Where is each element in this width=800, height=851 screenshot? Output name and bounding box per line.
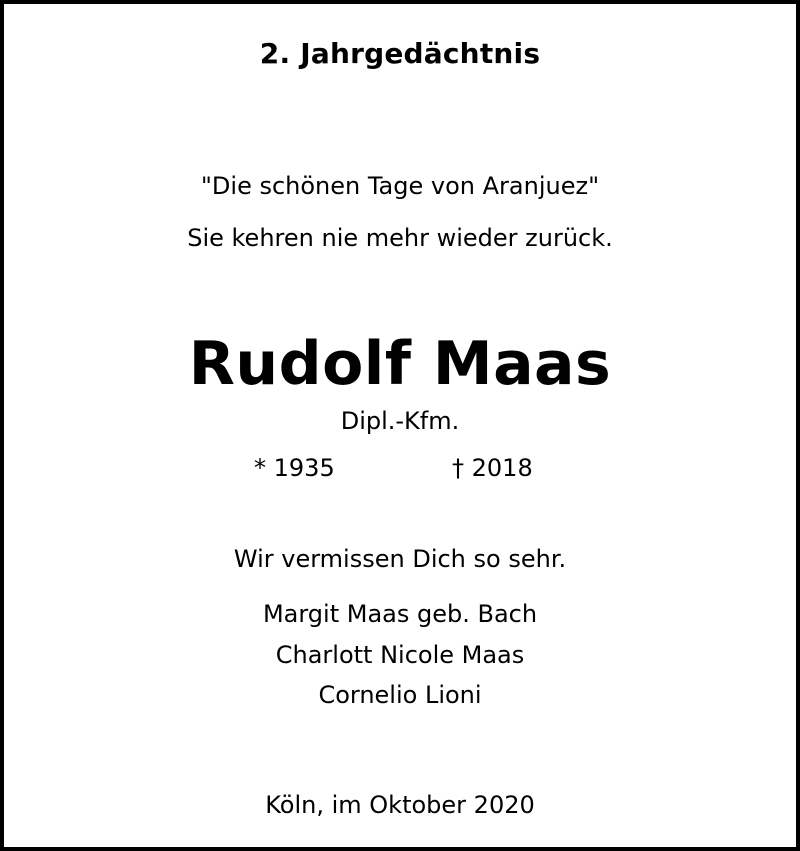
deceased-title: Dipl.-Kfm. — [340, 407, 460, 435]
farewell-message: Wir vermissen Dich so sehr. — [233, 545, 567, 573]
place-date: Köln, im Oktober 2020 — [265, 791, 535, 819]
signatory: Charlott Nicole Maas — [275, 641, 525, 669]
quote-line-1: "Die schönen Tage von Aranjuez" — [200, 172, 600, 200]
death-year: † 2018 — [452, 454, 533, 482]
signatory: Cornelio Lioni — [318, 681, 482, 709]
notice-heading: 2. Jahrgedächtnis — [259, 37, 541, 70]
deceased-name: Rudolf Maas — [188, 329, 612, 399]
quote-line-2: Sie kehren nie mehr wieder zurück. — [187, 224, 613, 252]
birth-year: * 1935 — [254, 454, 335, 482]
signatory: Margit Maas geb. Bach — [262, 600, 538, 628]
